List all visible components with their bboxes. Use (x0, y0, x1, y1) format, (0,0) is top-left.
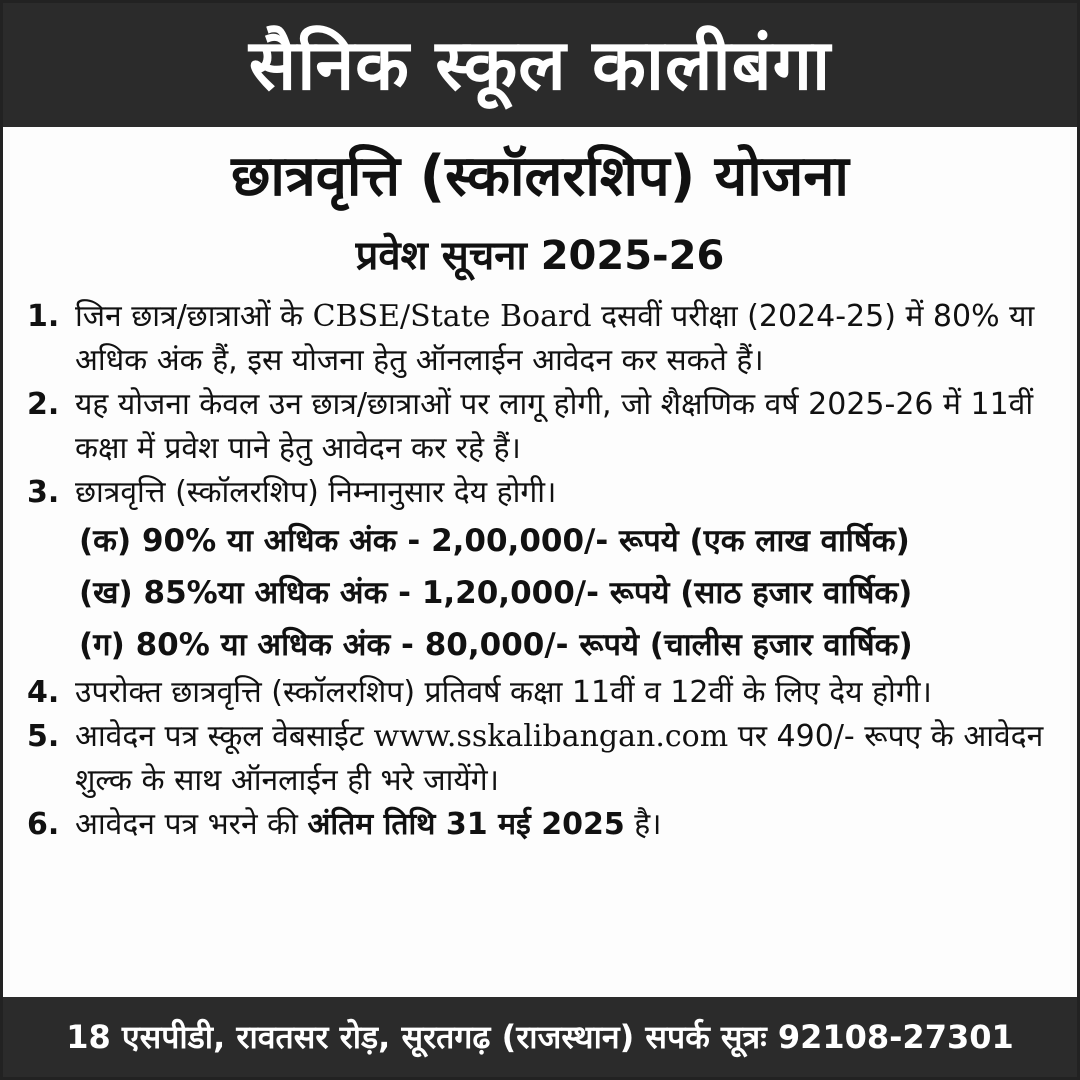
scholarship-list (79, 515, 1057, 671)
point-text-part: जिन छात्र/छात्राओं के (75, 299, 313, 334)
scholarship-marker: (क) (79, 523, 132, 559)
website-url: www.sskalibangan.com (373, 719, 729, 754)
point-text-part: आवेदन पत्र स्कूल वेबसाईट (75, 719, 374, 754)
footer-banner (3, 997, 1077, 1077)
last-date: अंतिम तिथि 31 मई 2025 (307, 807, 625, 842)
point-4 (27, 671, 1057, 715)
point-text: यह योजना केवल उन छात्र/छात्राओं पर लागू होगी, जो शैक्षणिक वर्ष 2025-26 में 11वीं कक्षा में प्रवेश पाने हेतु आवेदन कर रहे हैं। (75, 387, 1034, 466)
scholarship-item (79, 515, 1057, 567)
scheme-title: छात्रवृत्ति (स्कॉलरशिप) योजना (231, 144, 849, 209)
point-text: उपरोक्त छात्रवृत्ति (स्कॉलरशिप) प्रतिवर्ष कक्षा 11वीं व 12वीं के लिए देय होगी। (75, 675, 932, 710)
scholarship-marker: (ग) (79, 627, 125, 663)
scholarship-text: 80% या अधिक अंक - 80,000/- रूपये (चालीस हजार वार्षिक) (135, 627, 913, 663)
footer-address: 18 एसपीडी, रावतसर रोड़, सूरतगढ़ (राजस्थान) सपर्क सूत्रः 92108-27301 (66, 1018, 1014, 1056)
point-3 (27, 471, 1057, 515)
point-number: 5. (27, 719, 60, 754)
point-number: 6. (27, 807, 60, 842)
scholarship-text: 85%या अधिक अंक - 1,20,000/- रूपये (साठ हजार वार्षिक) (143, 575, 913, 611)
scholarship-marker: (ख) (79, 575, 133, 611)
point-text (75, 715, 1057, 803)
point-text: छात्रवृत्ति (स्कॉलरशिप) निम्नानुसार देय होगी। (75, 475, 557, 510)
scholarship-text: 90% या अधिक अंक - 2,00,000/- रूपये (एक लाख वार्षिक) (141, 523, 910, 559)
point-5 (27, 715, 1057, 803)
point-text (75, 295, 1057, 383)
point-text (75, 803, 1057, 847)
header-banner (3, 3, 1077, 127)
notice-subtitle: प्रवेश सूचना 2025-26 (355, 233, 725, 279)
point-number: 2. (27, 387, 60, 422)
point-text-part: आवेदन पत्र भरने की (75, 807, 308, 842)
point-number: 1. (27, 299, 60, 334)
point-1 (27, 295, 1057, 383)
scholarship-item (79, 567, 1057, 619)
point-2 (27, 383, 1057, 471)
point-text-part: दसवीं परीक्षा (2024-25) में 80% या अधिक अंक हैं, इस योजना हेतु ऑनलाईन आवेदन कर सकते हैं। (75, 299, 1035, 378)
point-text-part: पर 490/- रूपए के आवेदन शुल्क के साथ ऑनलाईन ही भरे जायेंगे। (75, 719, 1044, 798)
point-6 (27, 803, 1057, 847)
point-number: 4. (27, 675, 60, 710)
board-name: CBSE/State Board (312, 299, 592, 334)
point-text-part: है। (624, 807, 662, 842)
notice-points (27, 295, 1057, 847)
school-name: सैनिक स्कूल कालीबंगा (248, 24, 832, 106)
point-number: 3. (27, 475, 60, 510)
scholarship-item (79, 619, 1057, 671)
